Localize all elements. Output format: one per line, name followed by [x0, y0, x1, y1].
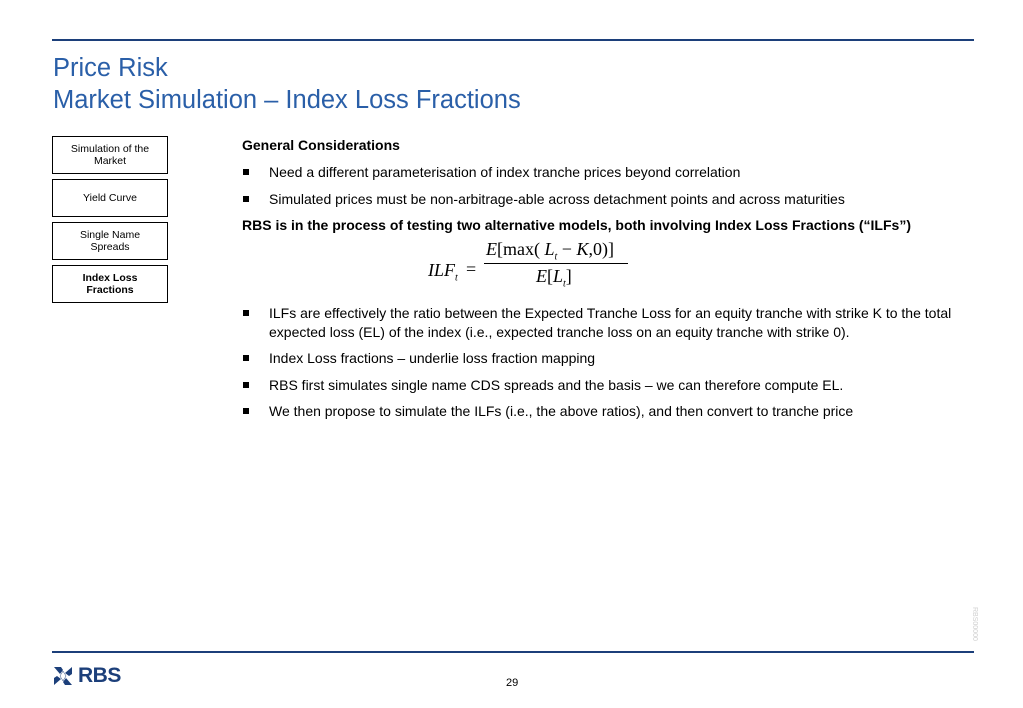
formula-denominator: $E[L_t]$ [536, 266, 572, 290]
nav-item-label: Single Name Spreads [79, 228, 141, 253]
nav-item-label: Index Loss Fractions [82, 271, 138, 296]
title-line-1: Price Risk [53, 54, 168, 82]
title-line-2: Market Simulation – Index Loss Fractions [53, 86, 521, 114]
top-divider [52, 39, 974, 41]
formula-fraction-bar [484, 263, 628, 264]
nav-item-yield-curve[interactable] [52, 179, 168, 217]
nav-item-label: Simulation of the Market [70, 142, 150, 167]
nav-item-index-loss-fractions[interactable] [52, 265, 168, 303]
document-code: RBS00000 [971, 607, 978, 641]
bullet-item: Index Loss fractions – underlie loss fraction mapping [242, 349, 982, 368]
page-number: 29 [506, 677, 519, 689]
page-title [53, 52, 521, 116]
nav-item-single-name-spreads[interactable] [52, 222, 168, 260]
nav-item-simulation-of-the-market[interactable] [52, 136, 168, 174]
logo-wordmark: RBS [78, 664, 121, 687]
bullet-item: RBS first simulates single name CDS spreads and the basis – we can therefore compute EL. [242, 376, 982, 395]
section-heading-rbs: RBS is in the process of testing two alternative models, both involving Index Loss Fractions (“ILFs”) [242, 217, 911, 233]
section-heading-general: General Considerations [242, 137, 400, 153]
formula-equals: = [466, 259, 477, 279]
bullet-item: Need a different parameterisation of index tranche prices beyond correlation [242, 163, 982, 182]
rbs-daisy-icon [52, 665, 74, 687]
bullet-item: ILFs are effectively the ratio between the Expected Tranche Loss for an equity tranche with strike K to the total expected loss (EL) of the index (i.e., expected tranche loss on an equity tranche with strike 0). [242, 304, 982, 341]
bottom-divider [52, 651, 974, 653]
bullet-item: Simulated prices must be non-arbitrage-able across detachment points and across maturities [242, 190, 982, 209]
nav-item-label: Yield Curve [83, 191, 137, 204]
ilf-formula [242, 239, 982, 298]
main-content [242, 136, 982, 421]
formula-lhs: $ILF_t$ [428, 260, 458, 284]
formula-numerator: E[max( $L_t - K,0$)] [486, 239, 614, 263]
bullet-item: We then propose to simulate the ILFs (i.e., the above ratios), and then convert to tranche price [242, 402, 982, 421]
rbs-logo [52, 664, 121, 688]
